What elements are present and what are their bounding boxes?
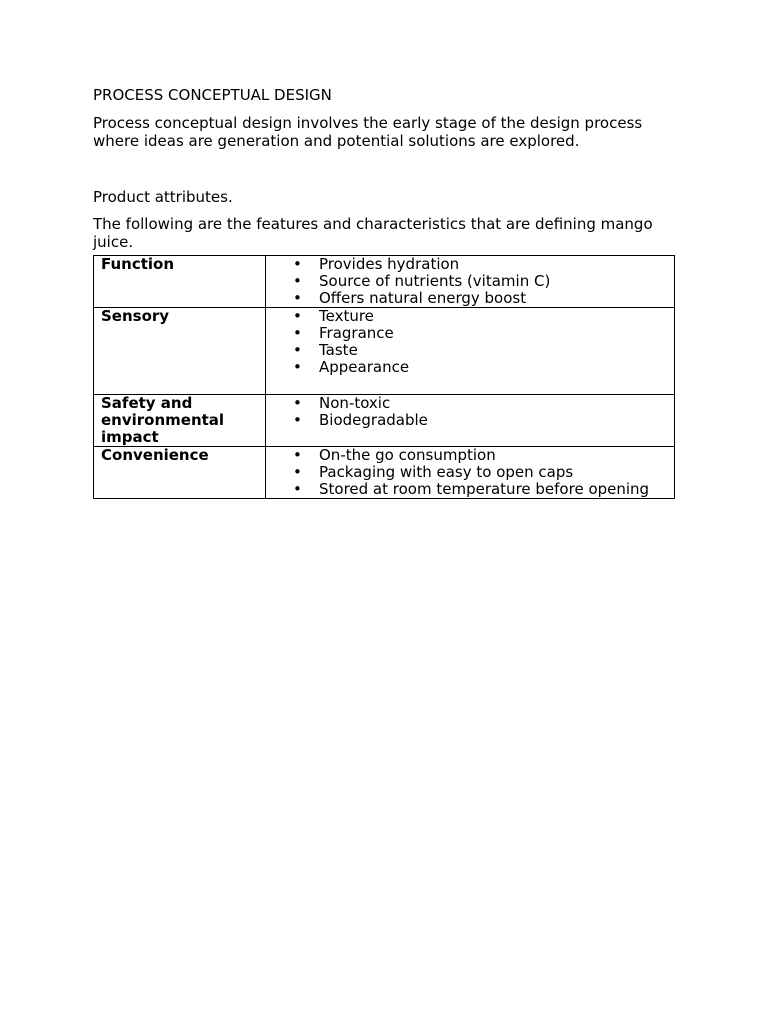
- bullet-icon: •: [293, 341, 302, 359]
- bullet-item: • Appearance: [293, 358, 410, 376]
- bullet-item: • Provides hydration: [293, 255, 460, 273]
- bullet-item: • Stored at room temperature before opening: [293, 480, 650, 498]
- bullet-icon: •: [293, 255, 302, 273]
- bullet-list: [293, 308, 674, 376]
- table-row-safety: [94, 395, 675, 447]
- table-row-function: [94, 256, 675, 308]
- bullet-icon: •: [293, 324, 302, 342]
- bullet-item: • On-the go consumption: [293, 446, 496, 464]
- document-heading: PROCESS CONCEPTUAL DESIGN: [93, 86, 332, 104]
- bullet-list: [293, 447, 674, 498]
- bullet-list: [293, 395, 674, 429]
- intro-paragraph: Process conceptual design involves the early stage of the design process where ideas are generation and potential solutions are explored.: [93, 114, 643, 150]
- table-row-convenience: [94, 447, 675, 499]
- row-label: Function: [94, 256, 266, 308]
- bullet-item: • Taste: [293, 341, 358, 359]
- bullet-item: • Source of nutrients (vitamin C): [293, 272, 551, 290]
- document-page: [93, 86, 677, 499]
- bullet-icon: •: [293, 307, 302, 325]
- bullet-icon: •: [293, 272, 302, 290]
- bullet-icon: •: [293, 480, 302, 498]
- bullet-icon: •: [293, 463, 302, 481]
- bullet-item: • Packaging with easy to open caps: [293, 463, 574, 481]
- table-row-sensory: [94, 308, 675, 395]
- bullet-item: • Biodegradable: [293, 411, 428, 429]
- bullet-item: • Texture: [293, 307, 374, 325]
- bullet-icon: •: [293, 394, 302, 412]
- bullet-icon: •: [293, 289, 302, 307]
- bullet-item: • Offers natural energy boost: [293, 289, 527, 307]
- row-label: Sensory: [94, 308, 266, 395]
- bullet-icon: •: [293, 411, 302, 429]
- product-attributes-subheading: Product attributes.: [93, 188, 233, 206]
- lead-paragraph: The following are the features and characteristics that are defining mango juice.: [93, 215, 653, 251]
- row-label: Convenience: [94, 447, 266, 499]
- bullet-icon: •: [293, 358, 302, 376]
- attributes-table: [93, 255, 675, 499]
- row-label: Safety and environmental impact: [94, 395, 266, 447]
- bullet-item: • Non-toxic: [293, 394, 391, 412]
- bullet-item: • Fragrance: [293, 324, 394, 342]
- bullet-icon: •: [293, 446, 302, 464]
- bullet-list: [293, 256, 674, 307]
